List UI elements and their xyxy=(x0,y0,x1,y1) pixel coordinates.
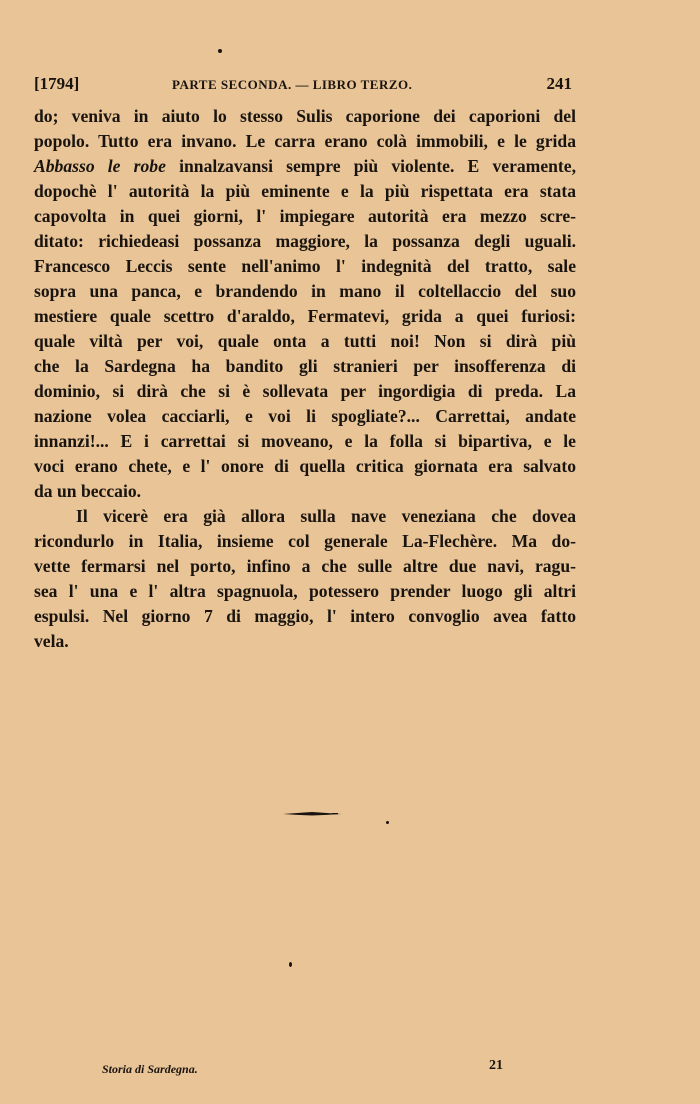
text-line: voci erano chete, e l' onore di quella critica giornata era salvato xyxy=(34,456,576,476)
text-line: vette fermarsi nel porto, infino a che sulle altre due navi, ragu- xyxy=(34,556,576,576)
signature-mark: 21 xyxy=(489,1058,503,1073)
footer-book-title: Storia di Sardegna. xyxy=(102,1062,198,1076)
text-line-rest: innalzavansi sempre più violente. E veramente, xyxy=(179,156,576,176)
text-line: do; veniva in aiuto lo stesso Sulis caporione dei caporioni del xyxy=(34,106,576,126)
text-line: nazione volea cacciarli, e voi li spogliate?... Carrettai, andate xyxy=(34,406,576,426)
page-number: 241 xyxy=(546,74,572,93)
header-title: PARTE SECONDA. — LIBRO TERZO. xyxy=(172,77,413,92)
italic-phrase: Abbasso le robe xyxy=(34,156,166,176)
ink-speck xyxy=(218,49,222,53)
text-line: da un beccaio. xyxy=(34,481,142,501)
text-line: Il vicerè era già allora sulla nave veneziana che dovea xyxy=(76,506,576,526)
text-line: ditato: richiedeasi possanza maggiore, la possanza degli uguali. xyxy=(34,231,576,251)
running-header xyxy=(34,74,572,98)
text-line: dopochè l' autorità la più eminente e la più rispettata era stata xyxy=(34,181,576,201)
text-line: popolo. Tutto era invano. Le carra erano colà immobili, e le grida xyxy=(34,131,576,151)
body-text xyxy=(34,104,576,654)
text-line: espulsi. Nel giorno 7 di maggio, l' intero convoglio avea fatto xyxy=(34,606,576,626)
ink-speck xyxy=(289,962,292,967)
text-line: quale viltà per voi, quale onta a tutti noi! Non si dirà più xyxy=(34,331,576,351)
text-line: sea l' una e l' altra spagnuola, potessero prender luogo gli altri xyxy=(34,581,576,601)
header-year: [1794] xyxy=(34,74,80,93)
text-line: sopra una panca, e brandendo in mano il coltellaccio del suo xyxy=(34,281,576,301)
text-line: mestiere quale scettro d'araldo, Fermatevi, grida a quei furiosi: xyxy=(34,306,576,326)
text-line: che la Sardegna ha bandito gli stranieri per insofferenza di xyxy=(34,356,576,376)
text-line: Francesco Leccis sente nell'animo l' indegnità del tratto, sale xyxy=(34,256,576,276)
tailpiece-ornament xyxy=(282,808,342,818)
text-line xyxy=(34,154,576,179)
text-line: capovolta in quei giorni, l' impiegare autorità era mezzo scre- xyxy=(34,206,576,226)
text-line: innanzi!... E i carrettai si moveano, e la folla si bipartiva, e le xyxy=(34,431,576,451)
text-line: dominio, si dirà che si è sollevata per ingordigia di preda. La xyxy=(34,381,576,401)
text-line: vela. xyxy=(34,631,69,651)
ink-speck xyxy=(386,821,389,824)
text-line: ricondurlo in Italia, insieme col generale La-Flechère. Ma do- xyxy=(34,531,576,551)
